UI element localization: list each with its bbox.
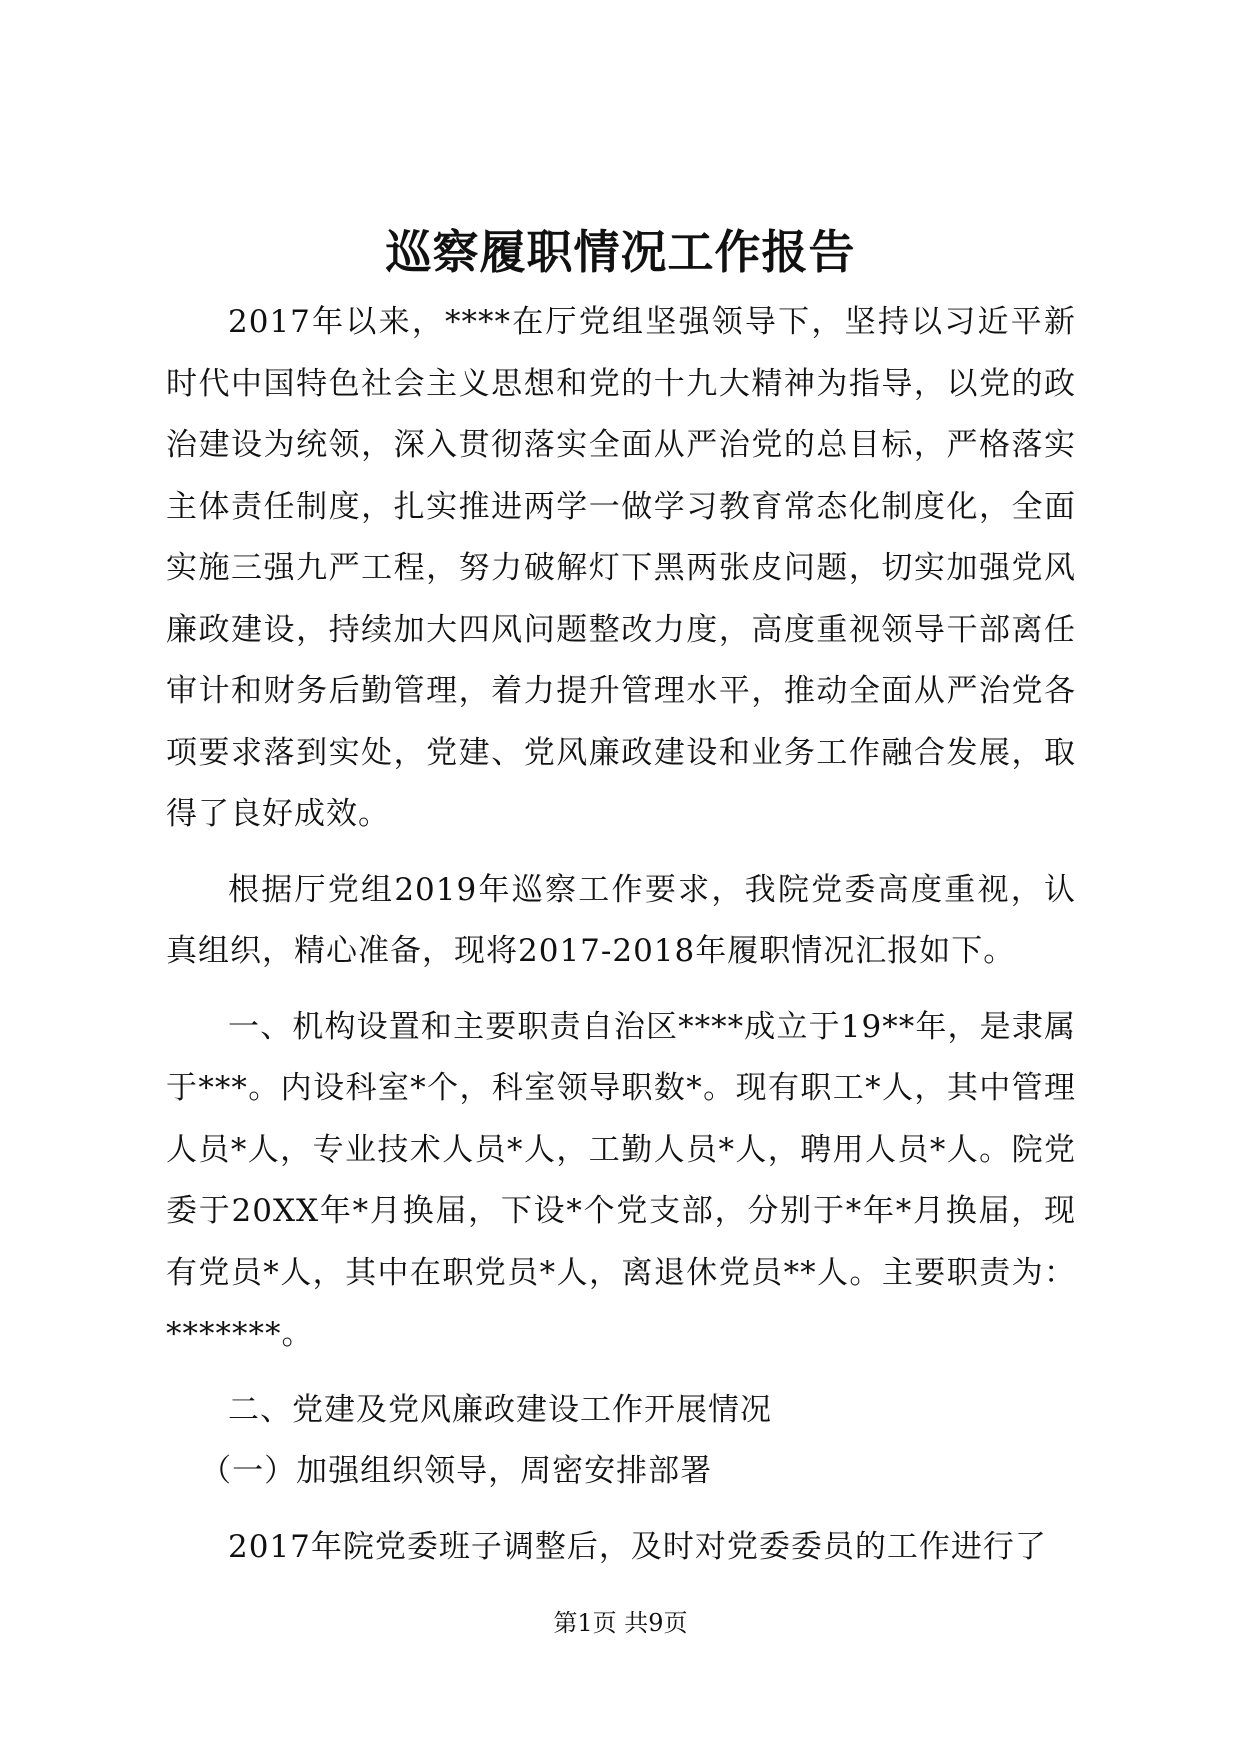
heading-section-2: 二、党建及党风廉政建设工作开展情况: [228, 1391, 772, 1428]
page-number-footer: 第1页 共9页: [553, 1609, 688, 1637]
paragraph-section-1: 一、机构设置和主要职责自治区****成立于19**年，是隶属于***。内设科室*个，科室领导职数*。现有职工*人，其中管理人员*人，专业技术人员*人，工勤人员*人，聘用人员*人。院党委于20XX年*月换届，下设*个党支部，分别于*年*月换届，现有党员*人，其中在职党员*人，离退休党员**人。主要职责为：*******。: [166, 1008, 1076, 1352]
document-title: 巡察履职情况工作报告: [385, 225, 856, 279]
document-body: [166, 292, 1076, 1578]
paragraph-subsection-1: 2017年院党委班子调整后，及时对党委委员的工作进行了: [228, 1528, 1047, 1565]
heading-subsection-1: （一）加强组织领导，周密安排部署: [200, 1453, 713, 1489]
paragraph-basis: 根据厅党组2019年巡察工作要求，我院党委高度重视，认真组织，精心准备，现将2017-2018年履职情况汇报如下。: [166, 871, 1076, 969]
paragraph-intro: 2017年以来，****在厅党组坚强领导下，坚持以习近平新时代中国特色社会主义思想和党的十九大精神为指导，以党的政治建设为统领，深入贯彻落实全面从严治党的总目标，严格落实主体责任制度，扎实推进两学一做学习教育常态化制度化，全面实施三强九严工程，努力破解灯下黑两张皮问题，切实加强党风廉政建设，持续加大四风问题整改力度，高度重视领导干部离任审计和财务后勤管理，着力提升管理水平，推动全面从严治党各项要求落到实处，党建、党风廉政建设和业务工作融合发展，取得了良好成效。: [166, 304, 1076, 832]
